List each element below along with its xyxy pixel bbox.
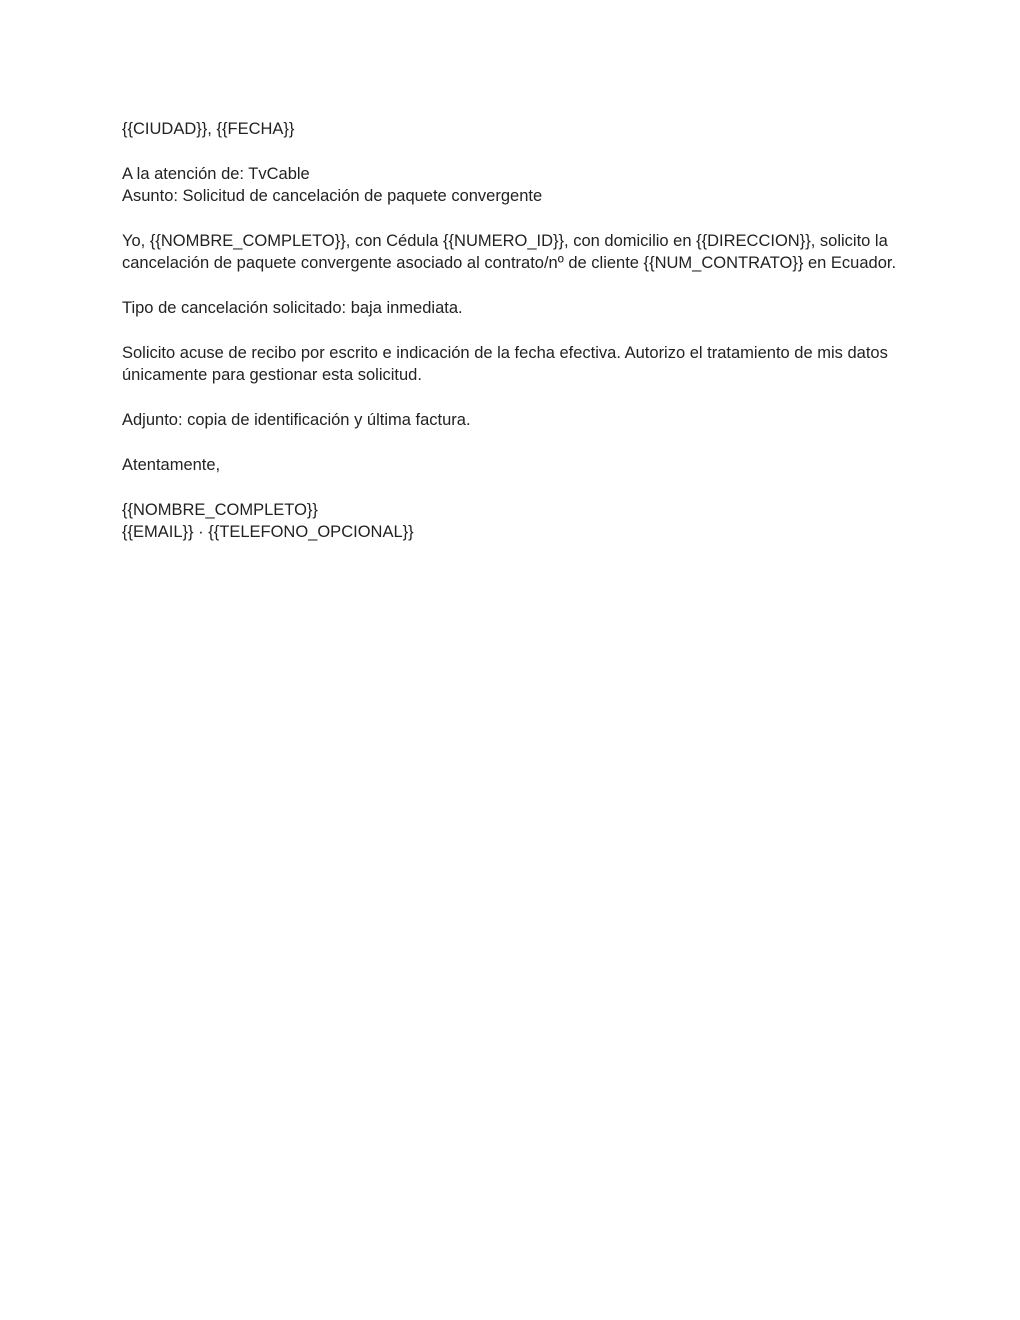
recipient-block xyxy=(122,163,902,207)
signature-name: {{NOMBRE_COMPLETO}} xyxy=(122,501,318,519)
body-paragraph: Yo, {{NOMBRE_COMPLETO}}, con Cédula {{NUMERO_ID}}, con domicilio en {{DIRECCION}}, solicito la cancelación de paquete convergente asociado al contrato/nº de cliente {{NUM_CONTRATO}} en Ecuador. xyxy=(122,232,897,272)
cancellation-type-paragraph: Tipo de cancelación solicitado: baja inmediata. xyxy=(122,299,463,317)
recipient-line: A la atención de: TvCable xyxy=(122,165,310,183)
signature-contact: {{EMAIL}} · {{TELEFONO_OPCIONAL}} xyxy=(122,523,414,541)
dateline: {{CIUDAD}}, {{FECHA}} xyxy=(122,120,295,138)
subject-line: Asunto: Solicitud de cancelación de paquete convergente xyxy=(122,187,543,205)
letter-content xyxy=(122,118,902,543)
attachments-paragraph: Adjunto: copia de identificación y última factura. xyxy=(122,411,471,429)
signature-block xyxy=(122,499,902,543)
closing-line: Atentamente, xyxy=(122,456,221,474)
acknowledgement-paragraph: Solicito acuse de recibo por escrito e indicación de la fecha efectiva. Autorizo el tratamiento de mis datos únicamente para gestionar esta solicitud. xyxy=(122,344,888,384)
